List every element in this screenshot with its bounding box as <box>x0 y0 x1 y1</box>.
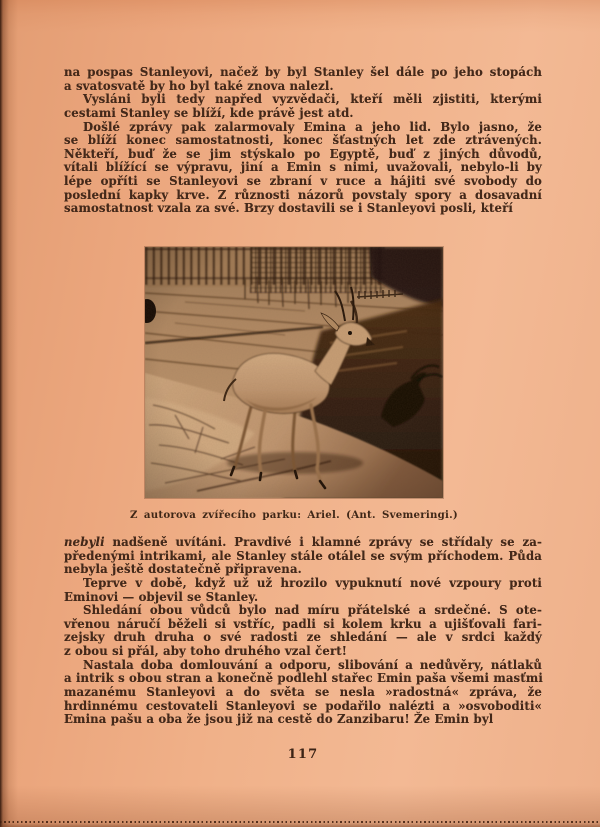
text-block-bottom <box>64 536 542 727</box>
text-line: a intrik s obou stran a konečně podlehl stařec Emin paša všemi masťmi <box>64 671 543 686</box>
text-line: Shledání obou vůdců bylo nad míru přátelské a srdečné. S ote- <box>83 603 542 618</box>
text-line: Eminovi — objevil se Stanley. <box>64 589 259 604</box>
text-line: Nastala doba domlouvání a odporu, slibování a nedůvěry, nátlaků <box>83 657 542 672</box>
text-line: Někteří, buď že se jim stýskalo po Egyptě, buď z jiných důvodů, <box>64 146 542 161</box>
text-line: hrdinnému cestovateli Stanleyovi se podařilo nalézti a »osvoboditi« <box>64 698 542 713</box>
text-line: vítali blížící se výpravu, jiní a Emin s nimi, uvažovali, nebylo-li by <box>64 160 542 175</box>
text-line: zejsky druh druha o své radosti ze shledání — ale v srdci každý <box>64 630 542 645</box>
gazelle-photo-illustration <box>145 247 443 498</box>
text-line: a svatosvatě by ho byl také znova nalezl. <box>64 78 334 93</box>
text-line: mazanému Stanleyovi a do světa se nesla »radostná« zpráva, že <box>64 685 542 700</box>
text-line: Vysláni byli tedy napřed vyzvědači, kteří měli zjistiti, kterými <box>83 92 542 107</box>
photo-caption-text: Z autorova zvířecího parku: Ariel. (Ant. Svemeringi.) <box>129 509 459 521</box>
text-line: Emina pašu a oba že jsou již na cestě do Zanzibaru! Že Emin byl <box>64 712 494 727</box>
text-line: Došlé zprávy pak zalarmovaly Emina a jeho lid. Bylo jasno, že <box>83 119 542 134</box>
text-line: poslední kapky krve. Z různosti názorů povstaly spory a dosavadní <box>64 187 542 202</box>
text-line: nebyla ještě dostatečně připravena. <box>64 562 302 577</box>
text-line: lépe opříti se Stanleyovi se zbraní v ruce a hájiti své svobody do <box>64 174 542 189</box>
text-line: vřenou náručí běželi si vstříc, padli si kolem krku a ujišťovali fari- <box>64 616 542 631</box>
text-line: na pospas Stanleyovi, načež by byl Stanley šel dále po jeho stopách <box>64 65 542 79</box>
bottom-scan-shadow <box>0 823 600 827</box>
text-line: se blíží konec samostatnosti, konec šťastných let zde ztrávených. <box>64 133 542 148</box>
photo-caption <box>129 509 459 521</box>
text-line: cestami Stanley se blíží, kde právě jest atd. <box>64 105 354 120</box>
text-line: nebyli nadšeně uvítáni. Pravdivé i klamné zprávy se střídaly se za- <box>64 535 542 549</box>
text-line: samostatnost vzala za své. Brzy dostavili se i Stanleyovi posli, kteří <box>64 201 514 216</box>
photo-figure <box>129 247 459 521</box>
page-number: 117 <box>287 747 319 762</box>
text-line: z obou si přál, aby toho druhého vzal čert! <box>64 644 348 659</box>
text-block-top <box>64 66 542 216</box>
text-line: Teprve v době, když už už hrozilo vypuknutí nové vzpoury proti <box>83 575 542 590</box>
text-line: předenými intrikami, ale Stanley stále otálel se svým příchodem. Půda <box>64 548 542 563</box>
